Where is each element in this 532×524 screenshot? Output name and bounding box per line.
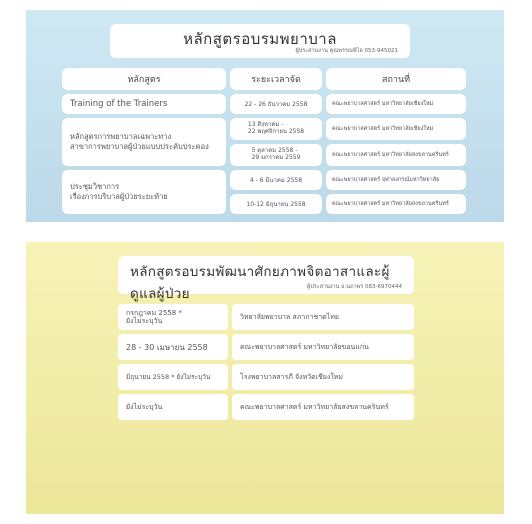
date-line: กรกฎาคม 2558 * <box>126 308 182 317</box>
date-line: 29 มกราคม 2559 <box>251 154 301 161</box>
nursing-course-panel <box>26 10 504 222</box>
date-line: 22 พฤศจิกายน 2558 <box>247 128 305 135</box>
date-cell: 28 - 30 เมษายน 2558 <box>118 334 228 360</box>
date-cell: ยังไม่ระบุวัน <box>118 394 228 420</box>
place-cell: คณะพยาบาลศาสตร์ มหาวิทยาลัยเชียงใหม่ <box>326 94 466 114</box>
date-cell <box>230 118 322 140</box>
panel-title-box <box>118 256 414 302</box>
course-cell: Training of the Trainers <box>62 94 226 114</box>
header-place: สถานที่ <box>326 68 466 90</box>
course-cell <box>62 118 226 166</box>
date-cell <box>118 304 228 330</box>
place-cell: คณะพยาบาลศาสตร์ จุฬาลงกรณ์มหาวิทยาลัย <box>326 170 466 190</box>
header-date: ระยะเวลาจัด <box>230 68 322 90</box>
header-course: หลักสูตร <box>62 68 226 90</box>
volunteer-course-panel <box>26 242 504 514</box>
place-cell: คณะพยาบาลศาสตร์ มหาวิทยาลัยสงขลานครินทร์ <box>326 144 466 166</box>
date-line: 5 ตุลาคม 2558 - <box>251 147 298 155</box>
coordinator-contact: ผู้ประสานงาน คุณพรรณพิไล 053-945021 <box>295 48 398 54</box>
course-line: ประชุมวิชาการ <box>70 181 120 191</box>
coordinator-contact: ผู้ประสานงาน อ.นภาพร 083-6970444 <box>307 284 402 290</box>
course-cell <box>62 170 226 214</box>
date-cell: มิถุนายน 2558 * ยังไม่ระบุวัน <box>118 364 228 390</box>
course-line: เรื่องการบริบาลผู้ป่วยระยะท้าย <box>70 192 168 201</box>
place-cell: คณะพยาบาลศาสตร์ มหาวิทยาลัยเชียงใหม่ <box>326 118 466 140</box>
panel-title: หลักสูตรอบรมพัฒนาศักยภาพจิตอาสาและผู้ดูแลผู้ป่วย <box>130 264 390 302</box>
place-cell: วิทยาลัยพยาบาล สภากาชาดไทย <box>232 304 414 330</box>
panel-title-box <box>110 24 410 58</box>
panel-title: หลักสูตรอบรมพยาบาล <box>183 30 337 48</box>
place-cell: คณะพยาบาลศาสตร์ มหาวิทยาลัยสงขลานครินทร์ <box>232 394 414 420</box>
place-cell: โรงพยาบาลสารภี จังหวัดเชียงใหม่ <box>232 364 414 390</box>
date-cell: 22 - 26 ธันวาคม 2558 <box>230 94 322 114</box>
course-line: สาขาการพยาบาลผู้ป่วยแบบประคับประคอง <box>70 142 209 151</box>
date-line: ยังไม่ระบุวัน <box>126 317 163 325</box>
date-cell: 4 - 6 มีนาคม 2558 <box>230 170 322 190</box>
date-line: 13 สิงหาคม - <box>247 121 284 129</box>
place-cell: คณะพยาบาลศาสตร์ มหาวิทยาลัยขอนแก่น <box>232 334 414 360</box>
course-line: หลักสูตรการพยาบาลเฉพาะทาง <box>70 131 172 141</box>
place-cell: คณะพยาบาลศาสตร์ มหาวิทยาลัยสงขลานครินทร์ <box>326 194 466 214</box>
date-cell <box>230 144 322 166</box>
date-cell: 10-12 มิถุนายน 2558 <box>230 194 322 214</box>
